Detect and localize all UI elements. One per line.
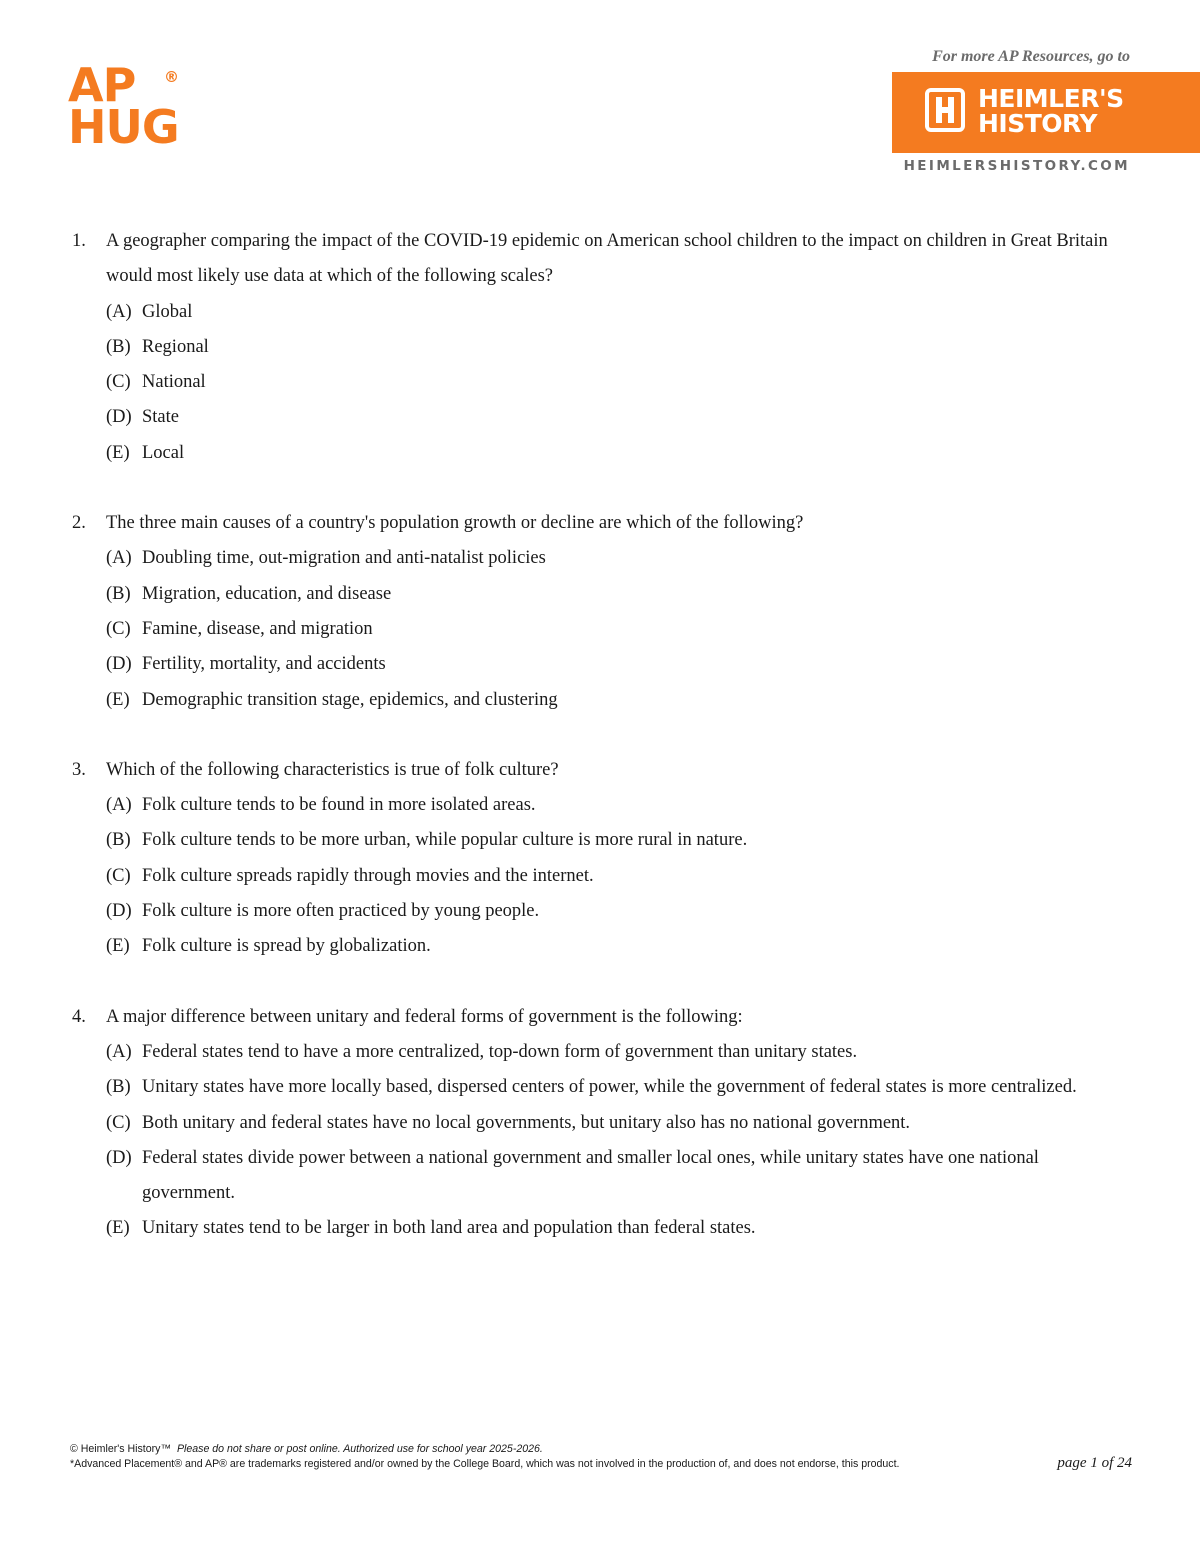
choice-text: Doubling time, out-migration and anti-natalist policies [142, 548, 546, 569]
choice-text: Folk culture is spread by globalization. [142, 936, 431, 957]
answer-choice [106, 330, 1132, 365]
answer-choice [106, 1035, 1132, 1070]
question-stem [72, 753, 1132, 788]
answer-choice [106, 577, 1132, 612]
choice-text: Global [142, 301, 193, 322]
answer-choice [106, 894, 1132, 929]
answer-choice [106, 1211, 1132, 1246]
answer-choice [106, 647, 1132, 682]
answer-choice [106, 823, 1132, 858]
choice-text: Famine, disease, and migration [142, 618, 373, 639]
choice-letter: (B) [106, 583, 131, 604]
brand-name-line1: HEIMLER'S [978, 84, 1124, 113]
answer-choice [106, 1141, 1132, 1212]
question-stem [72, 224, 1132, 295]
website-link[interactable]: HEIMLERSHISTORY.COM [903, 158, 1130, 174]
answer-choice [106, 541, 1132, 576]
choice-letter: (D) [106, 1147, 132, 1168]
choice-text: Unitary states have more locally based, dispersed centers of power, while the government of federal states is more centralized. [142, 1077, 1077, 1098]
choice-text: Folk culture tends to be more urban, while popular culture is more rural in nature. [142, 830, 748, 851]
choice-text: Migration, education, and disease [142, 583, 392, 604]
choice-text: Demographic transition stage, epidemics, and clustering [142, 689, 558, 710]
usage-note: Please do not share or post online. Authorized use for school year 2025-2026. [176, 1443, 543, 1455]
ap-hug-logo [68, 58, 194, 156]
logo-hug-text: HUG [68, 100, 179, 154]
answer-choice [106, 788, 1132, 823]
answer-choice [106, 1106, 1132, 1141]
choice-letter: (D) [106, 407, 132, 428]
choice-letter: (D) [106, 901, 132, 922]
choice-text: Folk culture tends to be found in more isolated areas. [142, 795, 536, 816]
question-list [72, 224, 1132, 1282]
choice-text: State [142, 407, 179, 428]
answer-choice [106, 295, 1132, 330]
choice-letter: (C) [106, 372, 131, 393]
page-number: page 1 of 24 [1057, 1455, 1132, 1471]
choice-text: Fertility, mortality, and accidents [142, 654, 386, 675]
choice-letter: (C) [106, 618, 131, 639]
answer-choice [106, 929, 1132, 964]
choice-letter: (E) [106, 936, 130, 957]
question-item [72, 506, 1132, 718]
question-stem [72, 506, 1132, 541]
choice-letter: (B) [106, 336, 131, 357]
answer-choice [106, 1070, 1132, 1105]
choice-text: Folk culture spreads rapidly through movies and the internet. [142, 865, 594, 886]
logo-ap-text: AP [68, 58, 136, 112]
trademark-notice: *Advanced Placement® and AP® are trademarks registered and/or owned by the College Board, which was not involved in the production of, and does not endorse, this product. [70, 1458, 900, 1470]
question-text: A major difference between unitary and federal forms of government is the following: [106, 1006, 743, 1027]
heimlers-history-banner[interactable] [892, 72, 1200, 153]
promo-text: For more AP Resources, go to [932, 48, 1130, 65]
choice-letter: (C) [106, 865, 131, 886]
question-number: 4. [72, 1006, 86, 1027]
choice-letter: (A) [106, 795, 132, 816]
choice-text: Both unitary and federal states have no local governments, but unitary also has no national government. [142, 1112, 911, 1133]
answer-choice [106, 436, 1132, 471]
brand-name-line2: HISTORY [978, 109, 1098, 138]
question-number: 2. [72, 513, 86, 534]
choice-letter: (E) [106, 689, 130, 710]
answer-choice [106, 859, 1132, 894]
question-item [72, 1000, 1132, 1247]
logo-registered-mark: ® [164, 68, 179, 86]
choice-text: Unitary states tend to be larger in both land area and population than federal states. [142, 1218, 756, 1239]
choice-letter: (B) [106, 830, 131, 851]
choice-text: Folk culture is more often practiced by young people. [142, 901, 540, 922]
question-stem [72, 1000, 1132, 1035]
question-item [72, 753, 1132, 965]
brand-name [978, 86, 1124, 136]
choice-letter: (D) [106, 654, 132, 675]
choice-text: Local [142, 442, 185, 463]
choice-letter: (E) [106, 442, 130, 463]
choice-text: Regional [142, 336, 209, 357]
question-number: 3. [72, 759, 86, 780]
choice-letter: (A) [106, 548, 132, 569]
answer-choice [106, 365, 1132, 400]
choice-letter: (E) [106, 1218, 130, 1239]
choice-letter: (A) [106, 301, 132, 322]
choice-letter: (A) [106, 1041, 132, 1062]
choice-letter: (C) [106, 1112, 131, 1133]
copyright-text: © Heimler's History™ [70, 1443, 172, 1455]
answer-choice [106, 400, 1132, 435]
question-text: A geographer comparing the impact of the COVID-19 epidemic on American school children to the impact on children in Great Britain would most likely use data at which of the following scales? [106, 231, 1108, 287]
choice-text: National [142, 372, 206, 393]
question-text: The three main causes of a country's population growth or decline are which of the following? [106, 513, 804, 534]
answer-choice [106, 612, 1132, 647]
footer-copyright-line [70, 1442, 1132, 1457]
question-text: Which of the following characteristics is true of folk culture? [106, 759, 559, 780]
question-number: 1. [72, 231, 86, 251]
question-item [72, 224, 1132, 471]
heimlers-history-h-icon [925, 88, 965, 132]
answer-choice [106, 683, 1132, 718]
footer [70, 1442, 1132, 1472]
choice-text: Federal states tend to have a more centralized, top-down form of government than unitary states. [142, 1041, 858, 1062]
choice-letter: (B) [106, 1077, 131, 1098]
choice-text: Federal states divide power between a national government and smaller local ones, while unitary states have one national government. [142, 1147, 1039, 1204]
